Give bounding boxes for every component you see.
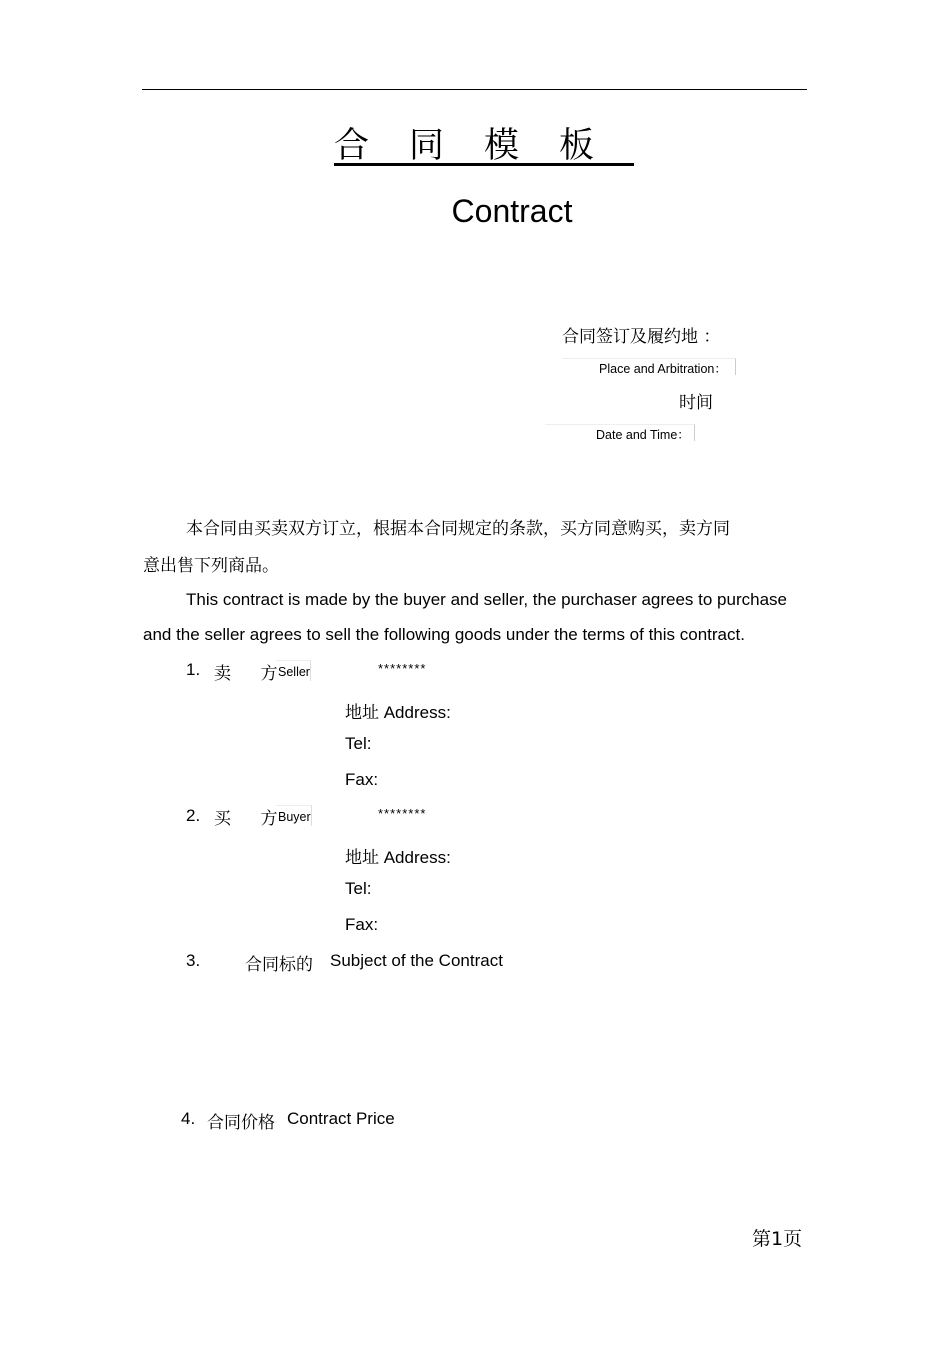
intro-en-line-1: This contract is made by the buyer and seller, the purchaser agrees to purchase <box>186 590 787 609</box>
seller-number: 1. <box>186 660 201 679</box>
buyer-number: 2. <box>186 806 201 825</box>
seller-tel: Tel: <box>345 734 372 753</box>
price-number: 4. <box>181 1109 196 1128</box>
subject-label-cn: 合同标的 <box>245 955 313 974</box>
intro-cn-line-1: 本合同由买卖双方订立，根据本合同规定的条款，买方同意购买，卖方同 <box>186 519 730 539</box>
intro-en-line-2: and the seller agrees to sell the following goods under the terms of this contract. <box>143 625 745 644</box>
buyer-label-en: Buyer <box>278 810 311 824</box>
seller-label-cn: 卖 方 <box>214 664 278 683</box>
title-english: Contract <box>451 193 573 229</box>
date-label-en: Date and Time： <box>596 428 690 442</box>
title-chinese: 合同模板 <box>333 126 634 166</box>
buyer-fax: Fax: <box>345 915 379 934</box>
seller-fax: Fax: <box>345 770 379 789</box>
price-label-en: Contract Price <box>287 1109 395 1128</box>
date-label-cn: 时间 <box>679 393 713 413</box>
seller-name: ******** <box>378 661 427 676</box>
intro-cn-line-2: 意出售下列商品。 <box>143 556 279 576</box>
header-rule <box>142 89 807 90</box>
price-label-cn: 合同价格 <box>207 1113 275 1132</box>
place-label-en: Place and Arbitration： <box>599 362 727 376</box>
buyer-name: ******** <box>378 806 427 821</box>
buyer-tel: Tel: <box>345 879 372 898</box>
subject-number: 3. <box>186 951 201 970</box>
place-label-cn: 合同签订及履约地 ： <box>562 327 721 347</box>
page-number: 第1页 <box>752 1228 803 1250</box>
seller-address: 地址 Address: <box>345 703 451 722</box>
buyer-label-cn: 买 方 <box>214 809 278 828</box>
subject-label-en: Subject of the Contract <box>330 951 503 970</box>
seller-label-en: Seller <box>278 665 310 679</box>
buyer-address: 地址 Address: <box>345 848 451 867</box>
